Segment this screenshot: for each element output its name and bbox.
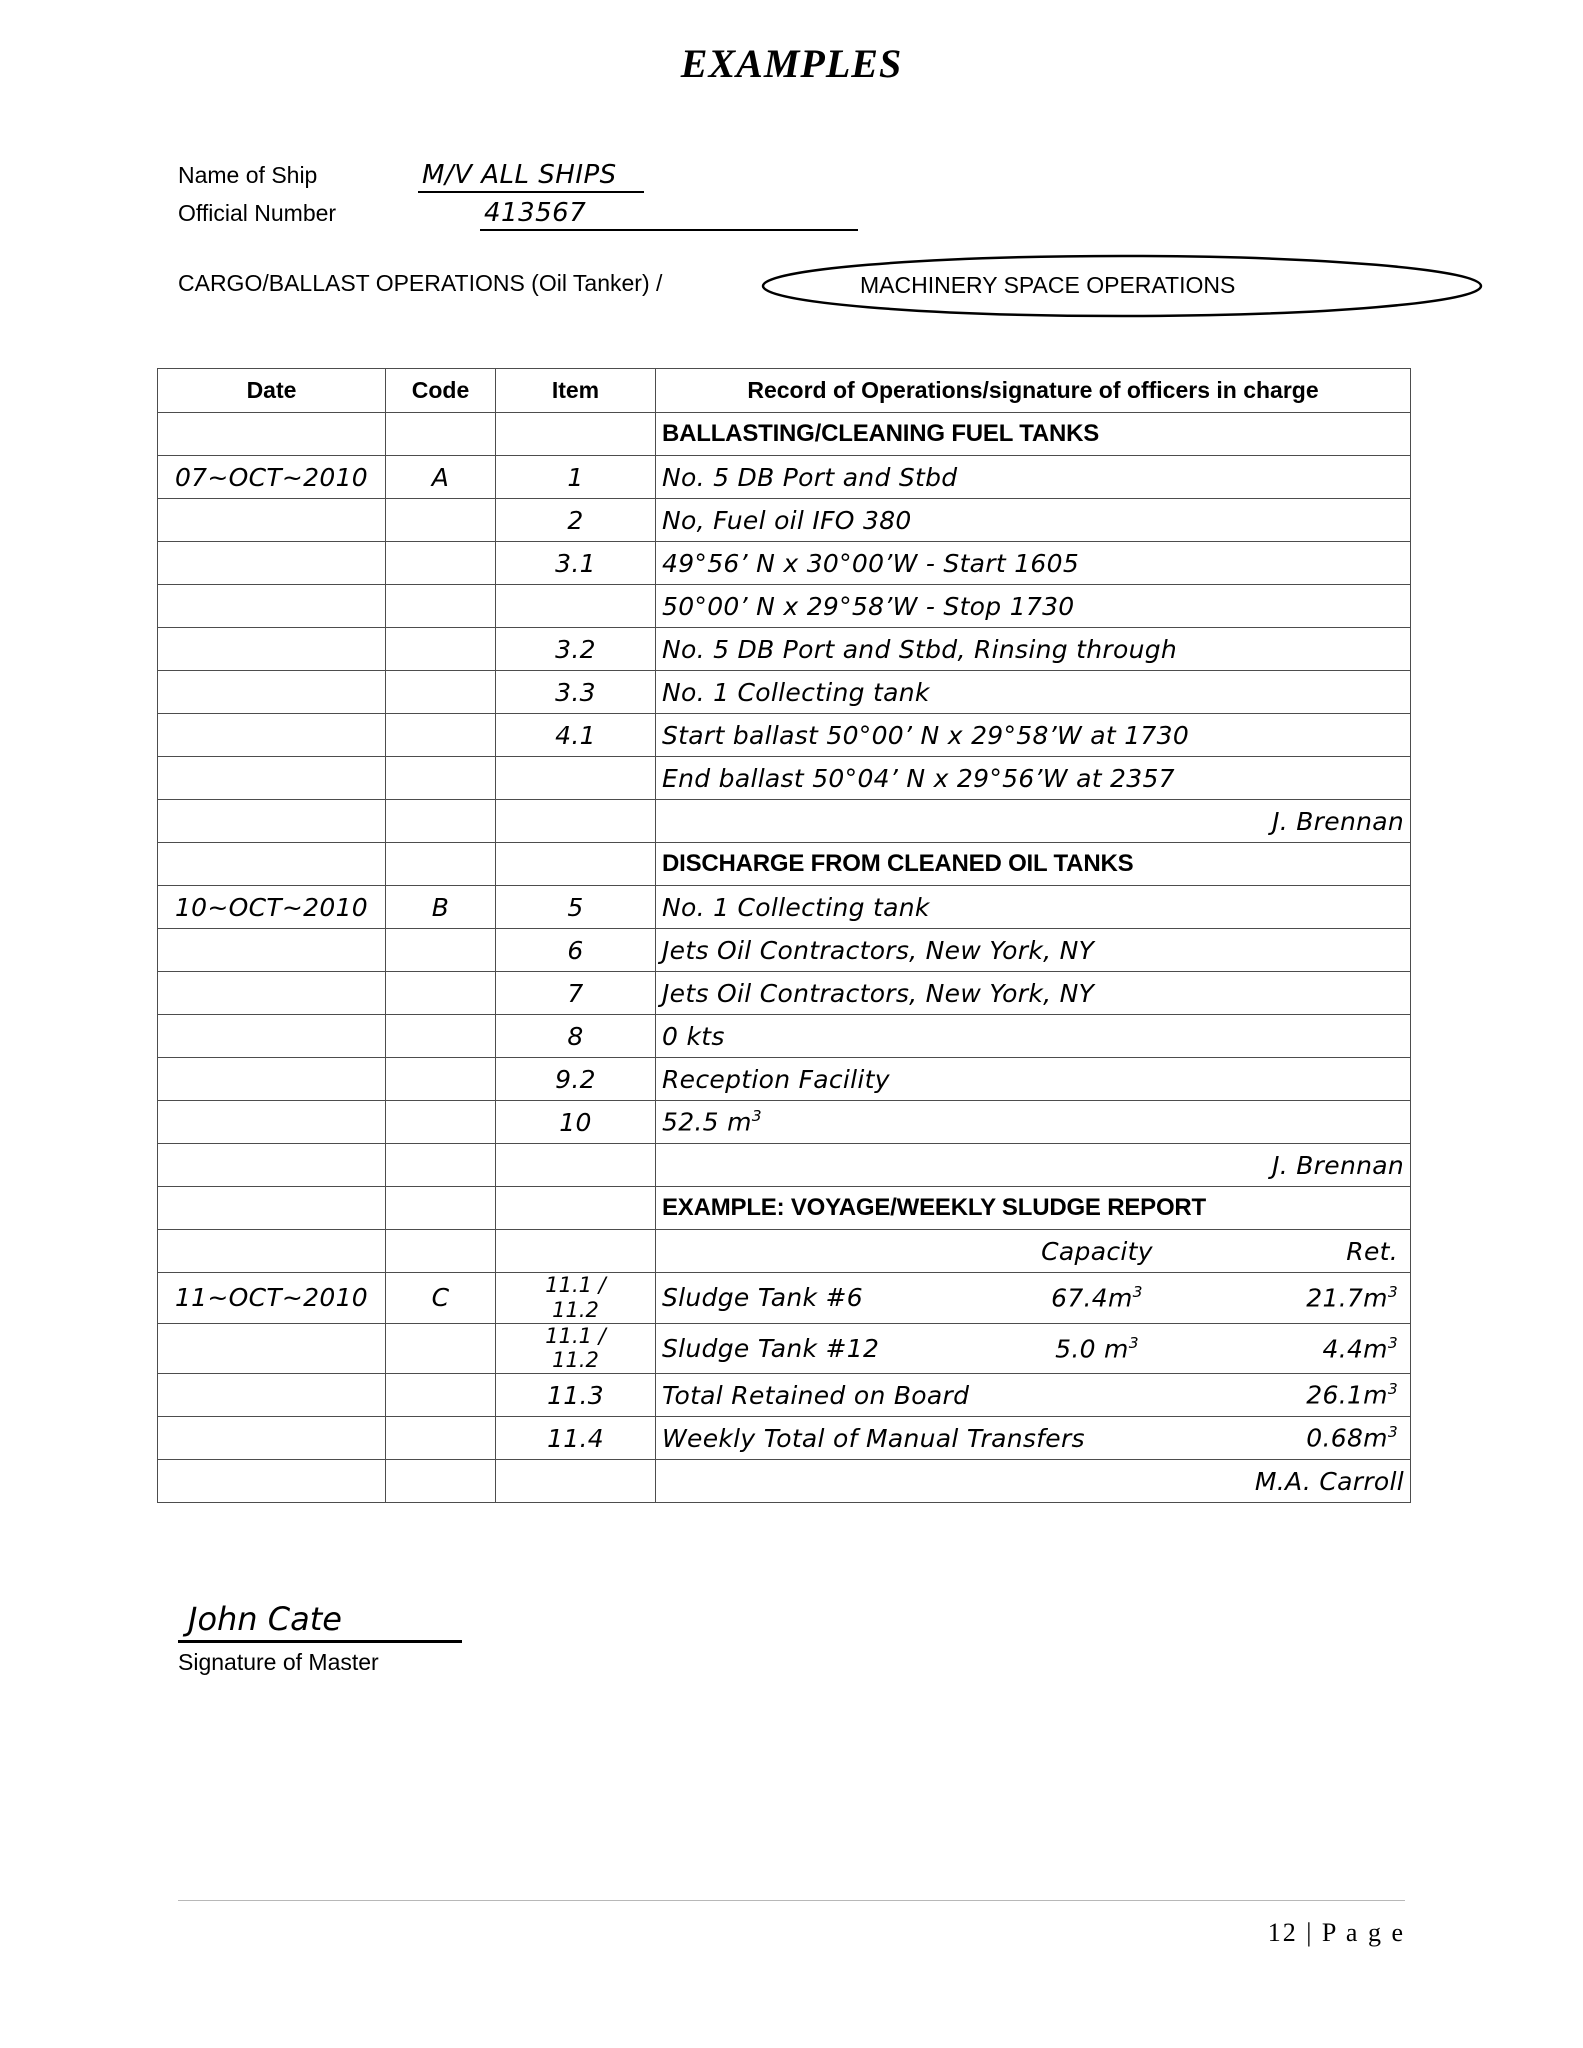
cell-item [496,413,656,456]
cell-record: Jets Oil Contractors, New York, NY [656,972,1411,1015]
cell-item: 6 [496,929,656,972]
sludge-tank-retained [1202,1334,1404,1363]
cell-item: 9.2 [496,1058,656,1101]
cell-record: Jets Oil Contractors, New York, NY [656,929,1411,972]
cell-code [386,972,496,1015]
cell-item: 11.3 [496,1374,656,1417]
cell-date: 11~OCT~2010 [158,1273,386,1324]
label-official-number: Official Number [178,200,337,226]
cell-code: C [386,1273,496,1324]
cell-record: No. 5 DB Port and Stbd, Rinsing through [656,628,1411,671]
cell-code: A [386,456,496,499]
sludge-tank-name: Sludge Tank #12 [662,1333,880,1363]
ship-header-fields [178,160,1378,236]
cell-date [158,1187,386,1230]
table-header [158,369,1411,413]
cell-date: 07~OCT~2010 [158,456,386,499]
table-row [158,1460,1411,1503]
cell-item: 10 [496,1101,656,1144]
cell-record: Start ballast 50°00’ N x 29°58’W at 1730 [656,714,1411,757]
column-header-date: Date [158,369,386,413]
cell-date [158,843,386,886]
cell-date [158,628,386,671]
sludge-capacity-exponent: 3 [1132,1283,1143,1302]
cell-item: 3.3 [496,671,656,714]
cell-record-sludge [656,1273,1411,1324]
cell-date [158,1058,386,1101]
cell-date [158,800,386,843]
cell-date: 10~OCT~2010 [158,886,386,929]
cell-record: End ballast 50°04’ N x 29°56’W at 2357 [656,757,1411,800]
sludge-retained-value: 4.4m [1322,1333,1388,1363]
total-value-exponent: 3 [1387,1423,1398,1442]
cell-code [386,542,496,585]
operations-line-label: CARGO/BALLAST OPERATIONS (Oil Tanker) / [178,270,663,296]
cell-date [158,1101,386,1144]
table-row [158,456,1411,499]
cell-date [158,499,386,542]
cell-item [496,1230,656,1273]
cell-date [158,413,386,456]
cell-record: Reception Facility [656,1058,1411,1101]
table-row [158,1374,1411,1417]
cell-item: 11.4 [496,1417,656,1460]
record-volume-exponent: 3 [751,1107,762,1126]
footer-divider [178,1900,1405,1901]
cell-item [496,800,656,843]
cell-code [386,1187,496,1230]
cell-code [386,929,496,972]
cell-date [158,1417,386,1460]
column-header-item: Item [496,369,656,413]
sludge-capacity-exponent: 3 [1128,1333,1139,1352]
sludge-header-capacity: Capacity [1041,1236,1153,1266]
cell-record-officer-signature: M.A. Carroll [656,1460,1411,1503]
column-header-record: Record of Operations/signature of officers in charge [656,369,1411,413]
cell-item [496,1323,656,1374]
column-header-code: Code [386,369,496,413]
table-row [158,1015,1411,1058]
master-signature-caption: Signature of Master [178,1649,379,1675]
cell-code [386,413,496,456]
value-official-number: 413567 [480,198,858,231]
cell-item: 2 [496,499,656,542]
cell-record-section-heading: BALLASTING/CLEANING FUEL TANKS [656,413,1411,456]
cell-record: No. 5 DB Port and Stbd [656,456,1411,499]
cell-item [496,1273,656,1324]
operations-circled-label: MACHINERY SPACE OPERATIONS [860,272,1236,298]
total-value-exponent: 3 [1387,1380,1398,1399]
sludge-retained-exponent: 3 [1387,1283,1398,1302]
cell-code [386,1323,496,1374]
cell-record: 49°56’ N x 30°00’W - Start 1605 [656,542,1411,585]
cell-code [386,1417,496,1460]
table-row [158,1230,1411,1273]
cell-date [158,1230,386,1273]
cell-record: No. 1 Collecting tank [656,671,1411,714]
cell-date [158,1374,386,1417]
cell-code [386,843,496,886]
cell-item: 3.1 [496,542,656,585]
cell-code [386,628,496,671]
cell-code [386,1015,496,1058]
cell-date [158,714,386,757]
table-row [158,1144,1411,1187]
table-body [158,413,1411,1503]
cell-date [158,1323,386,1374]
table-row [158,1101,1411,1144]
cell-item: 8 [496,1015,656,1058]
table-row [158,800,1411,843]
table-row [158,628,1411,671]
cell-record-sludge [656,1323,1411,1374]
cell-item [496,757,656,800]
header-row-official-number [178,198,1378,236]
cell-item: 4.1 [496,714,656,757]
item-number-bottom: 11.2 [552,1348,599,1373]
cell-record-section-heading: EXAMPLE: VOYAGE/WEEKLY SLUDGE REPORT [656,1187,1411,1230]
table-row [158,1323,1411,1374]
table-row [158,886,1411,929]
table-row [158,1417,1411,1460]
item-number-top: 11.1 / [545,1323,606,1348]
cell-record-section-heading: DISCHARGE FROM CLEANED OIL TANKS [656,843,1411,886]
record-volume-value: 52.5 m [662,1107,752,1137]
cell-code [386,757,496,800]
cell-item [496,843,656,886]
cell-sludge-column-headers [656,1230,1411,1273]
cell-code [386,1230,496,1273]
cell-record-total [656,1417,1411,1460]
cell-code [386,1144,496,1187]
table-row [158,714,1411,757]
cell-date [158,1460,386,1503]
cell-record [656,1101,1411,1144]
cell-date [158,972,386,1015]
cell-date [158,757,386,800]
cell-code [386,1374,496,1417]
cell-code [386,1058,496,1101]
cell-record-officer-signature: J. Brennan [656,800,1411,843]
table-row [158,499,1411,542]
cell-record: No, Fuel oil IFO 380 [656,499,1411,542]
sludge-tank-retained [1202,1283,1404,1312]
cell-date [158,585,386,628]
cell-record: 0 kts [656,1015,1411,1058]
cell-record: No. 1 Collecting tank [656,886,1411,929]
cell-item: 7 [496,972,656,1015]
cell-code [386,1101,496,1144]
table-header-row [158,369,1411,413]
cell-record-total [656,1374,1411,1417]
label-name-of-ship: Name of Ship [178,162,318,188]
table-row [158,1187,1411,1230]
item-number-bottom: 11.2 [552,1297,599,1322]
cell-item: 1 [496,456,656,499]
sludge-capacity-value: 5.0 m [1055,1333,1129,1363]
table-row [158,757,1411,800]
total-value [1196,1423,1404,1452]
cell-code: B [386,886,496,929]
total-label: Total Retained on Board [662,1380,970,1410]
cell-date [158,542,386,585]
table-row [158,929,1411,972]
cell-code [386,1460,496,1503]
cell-item [496,585,656,628]
sludge-retained-value: 21.7m [1306,1283,1388,1313]
total-label: Weekly Total of Manual Transfers [662,1423,1085,1453]
table-row [158,1058,1411,1101]
cell-record: 50°00’ N x 29°58’W - Stop 1730 [656,585,1411,628]
item-number-top: 11.1 / [545,1273,606,1297]
cell-code [386,499,496,542]
cell-date [158,929,386,972]
sludge-tank-capacity [992,1334,1202,1363]
footer-page-number: 12 | P a g e [1267,1918,1405,1947]
cell-date [158,1144,386,1187]
sludge-tank-name: Sludge Tank #6 [662,1283,864,1313]
sludge-capacity-value: 67.4m [1051,1283,1133,1313]
cell-item: 5 [496,886,656,929]
cell-code [386,800,496,843]
master-signature-block [178,1600,462,1676]
sludge-tank-capacity [992,1283,1202,1312]
cell-item [496,1187,656,1230]
total-value-number: 0.68m [1306,1423,1388,1453]
cell-record-officer-signature: J. Brennan [656,1144,1411,1187]
total-value [1138,1380,1404,1409]
sludge-retained-exponent: 3 [1387,1333,1398,1352]
table-row [158,843,1411,886]
total-value-number: 26.1m [1306,1380,1388,1410]
cell-code [386,671,496,714]
cell-item [496,1460,656,1503]
table-row [158,1273,1411,1324]
cell-item [496,1144,656,1187]
table-row [158,413,1411,456]
cell-item: 3.2 [496,628,656,671]
cell-date [158,671,386,714]
cell-date [158,1015,386,1058]
master-signature-name: John Cate [178,1600,462,1643]
cell-code [386,714,496,757]
table-row [158,671,1411,714]
table-row [158,585,1411,628]
cell-code [386,585,496,628]
sludge-header-retained: Ret. [1346,1236,1398,1266]
header-row-name-of-ship [178,160,1378,198]
page-title: EXAMPLES [680,41,903,86]
value-name-of-ship: M/V ALL SHIPS [418,160,644,193]
table-row [158,972,1411,1015]
operations-log-table [157,368,1411,1503]
table-row [158,542,1411,585]
